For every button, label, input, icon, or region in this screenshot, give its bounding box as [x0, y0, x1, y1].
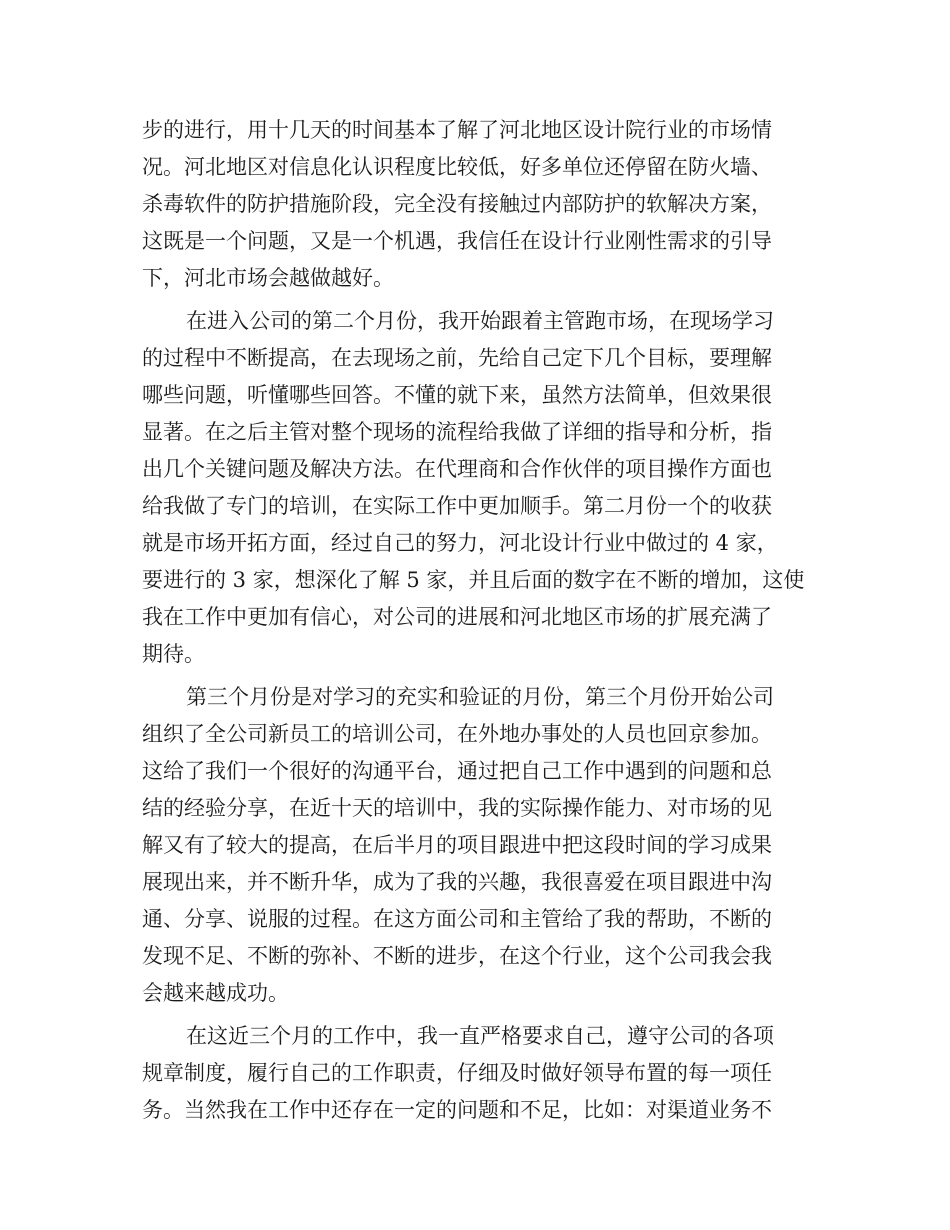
text-line: 期待。: [142, 642, 205, 666]
text-line: 哪些问题，听懂哪些回答。不懂的就下来，虽然方法简单，但效果很: [142, 383, 772, 407]
paragraph-2: [142, 303, 810, 673]
paragraph-3: [142, 679, 810, 1012]
text-line: 况。河北地区对信息化认识程度比较低，好多单位还停留在防火墙、: [142, 155, 772, 179]
text-line: 解又有了较大的提高，在后半月的项目跟进中把这段时间的学习成果: [142, 833, 772, 857]
text-line: 这既是一个问题，又是一个机遇，我信任在设计行业刚性需求的引导: [142, 229, 772, 253]
text-line: 我在工作中更加有信心，对公司的进展和河北地区市场的扩展充满了: [142, 605, 772, 629]
text-line: 展现出来，并不断升华，成为了我的兴趣，我很喜爱在项目跟进中沟: [142, 870, 772, 894]
text-line: 会越来越成功。: [142, 981, 289, 1005]
document-body: [142, 112, 810, 1129]
text-line: 要进行的 3 家，想深化了解 5 家，并且后面的数字在不断的增加，这使: [142, 568, 805, 592]
text-line: 出几个关键问题及解决方法。在代理商和合作伙伴的项目操作方面也: [142, 457, 772, 481]
text-line: 务。当然我在工作中还存在一定的问题和不足，比如：对渠道业务不: [142, 1098, 772, 1122]
text-line: 步的进行，用十几天的时间基本了解了河北地区设计院行业的市场情: [142, 118, 772, 142]
text-line: 显著。在之后主管对整个现场的流程给我做了详细的指导和分析，指: [142, 420, 772, 444]
text-line: 给我做了专门的培训，在实际工作中更加顺手。第二月份一个的收获: [142, 494, 772, 518]
text-line: 的过程中不断提高，在去现场之前，先给自己定下几个目标，要理解: [142, 346, 772, 370]
text-line: 通、分享、说服的过程。在这方面公司和主管给了我的帮助，不断的: [142, 907, 772, 931]
text-line: 就是市场开拓方面，经过自己的努力，河北设计行业中做过的 4 家，: [142, 531, 778, 555]
paragraph-4: [142, 1018, 810, 1129]
text-line: 在这近三个月的工作中，我一直严格要求自己，遵守公司的各项: [186, 1024, 774, 1048]
text-line: 这给了我们一个很好的沟通平台，通过把自己工作中遇到的问题和总: [142, 759, 772, 783]
text-line: 在进入公司的第二个月份，我开始跟着主管跑市场，在现场学习: [186, 309, 774, 333]
text-line: 杀毒软件的防护措施阶段，完全没有接触过内部防护的软解决方案，: [142, 192, 772, 216]
text-line: 下，河北市场会越做越好。: [142, 266, 394, 290]
paragraph-1: [142, 112, 810, 297]
text-line: 发现不足、不断的弥补、不断的进步，在这个行业，这个公司我会我: [142, 944, 772, 968]
text-line: 结的经验分享，在近十天的培训中，我的实际操作能力、对市场的见: [142, 796, 772, 820]
text-line: 组织了全公司新员工的培训公司，在外地办事处的人员也回京参加。: [142, 722, 772, 746]
text-line: 第三个月份是对学习的充实和验证的月份，第三个月份开始公司: [186, 685, 774, 709]
text-line: 规章制度，履行自己的工作职责，仔细及时做好领导布置的每一项任: [142, 1061, 772, 1085]
